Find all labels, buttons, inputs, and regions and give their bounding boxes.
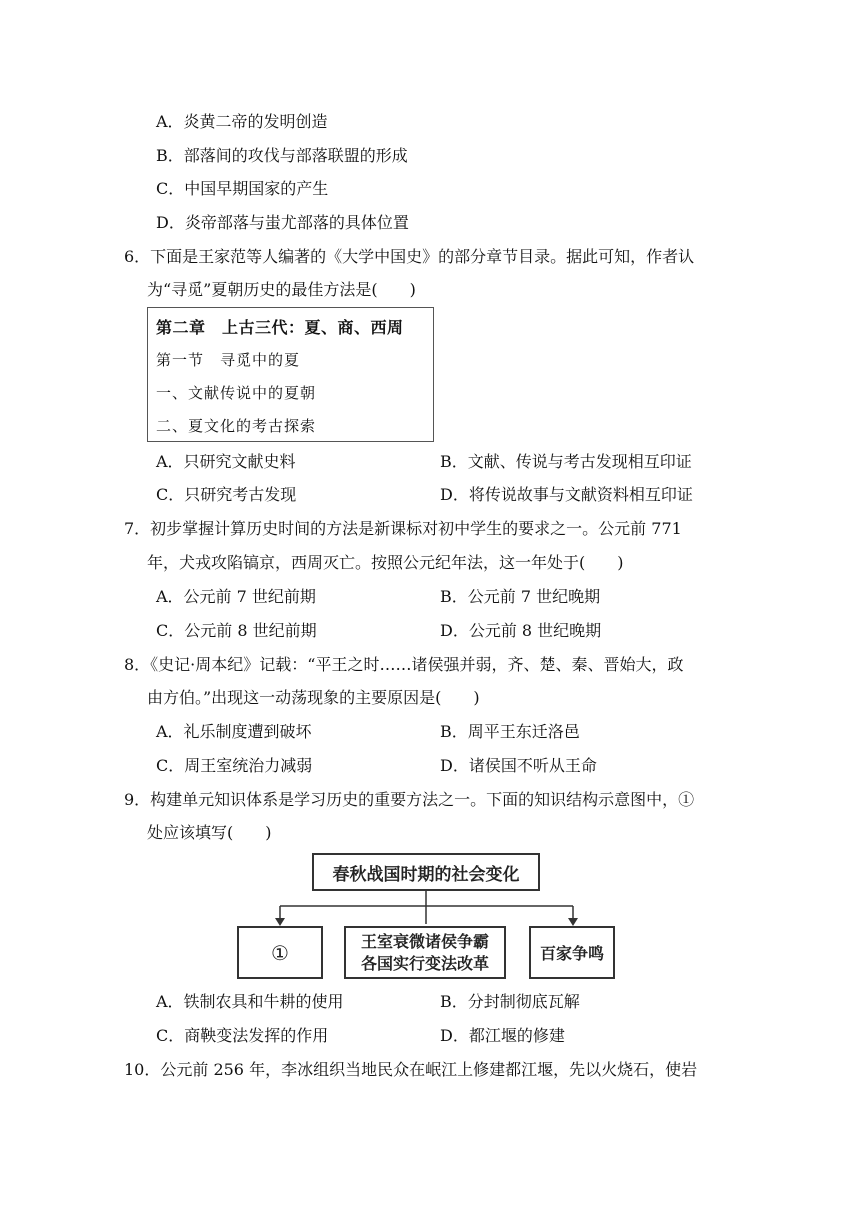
toc-box (147, 307, 434, 442)
toc-section: 第一节 寻觅中的夏 (156, 351, 301, 369)
q6-option-c: C．只研究考古发现 (156, 485, 297, 504)
toc-item-1: 一、文献传说中的夏朝 (156, 384, 317, 402)
q10-stem-line1: 10．公元前 256 年，李冰组织当地民众在岷江上修建都江堰，先以火烧石，使岩 (124, 1060, 698, 1079)
q9-stem-line2: 处应该填写( ) (147, 823, 272, 842)
q9-option-a: A．铁制农具和牛耕的使用 (156, 992, 344, 1011)
q6-option-b: B．文献、传说与考古发现相互印证 (440, 452, 692, 471)
toc-chapter: 第二章 上古三代：夏、商、西周 (156, 318, 404, 337)
q5-option-a: A．炎黄二帝的发明创造 (156, 112, 328, 131)
q7-option-b: B．公元前 7 世纪晚期 (440, 587, 601, 606)
q8-stem-line2: 由方伯。”出现这一动荡现象的主要原因是( ) (147, 688, 480, 707)
q8-option-d: D．诸侯国不听从王命 (440, 756, 597, 775)
q7-stem-line1: 7．初步掌握计算历史时间的方法是新课标对初中学生的要求之一。公元前 771 (124, 519, 682, 538)
q5-option-c: C．中国早期国家的产生 (156, 179, 329, 198)
q7-option-c: C．公元前 8 世纪前期 (156, 621, 317, 640)
q7-option-d: D．公元前 8 世纪晚期 (440, 621, 602, 640)
q6-stem-line2: 为“寻觅”夏朝历史的最佳方法是( ) (147, 280, 416, 299)
q8-option-b: B．周平王东迁洛邑 (440, 722, 580, 741)
q6-option-d: D．将传说故事与文献资料相互印证 (440, 485, 693, 504)
q8-option-a: A．礼乐制度遭到破坏 (156, 722, 312, 741)
diagram-top-box: 春秋战国时期的社会变化 (312, 853, 540, 891)
diagram-middle-line1: 王室衰微诸侯争霸 (360, 931, 489, 951)
q7-option-a: A．公元前 7 世纪前期 (156, 587, 316, 606)
q7-stem-line2: 年，犬戎攻陷镐京，西周灭亡。按照公元纪年法，这一年处于( ) (147, 553, 624, 572)
diagram-middle-box (344, 926, 506, 979)
diagram-middle-line2: 各国实行变法改革 (360, 953, 489, 973)
q9-option-c: C．商鞅变法发挥的作用 (156, 1026, 329, 1045)
q6-stem-line1: 6．下面是王家范等人编著的《大学中国史》的部分章节目录。据此可知，作者认 (124, 247, 695, 266)
q8-stem-line1: 8．《史记·周本纪》记载：“平王之时……诸侯强并弱，齐、楚、秦、晋始大，政 (124, 655, 684, 674)
q5-option-d: D．炎帝部落与蚩尤部落的具体位置 (156, 213, 409, 232)
diagram-right-box: 百家争鸣 (529, 926, 615, 979)
q9-stem-line1: 9．构建单元知识体系是学习历史的重要方法之一。下面的知识结构示意图中，① (124, 790, 695, 809)
q8-option-c: C．周王室统治力减弱 (156, 756, 313, 775)
q6-option-a: A．只研究文献史料 (156, 452, 296, 471)
q9-option-d: D．都江堰的修建 (440, 1026, 565, 1045)
diagram-blank-box: ① (237, 926, 323, 979)
q9-option-b: B．分封制彻底瓦解 (440, 992, 580, 1011)
q5-option-b: B．部落间的攻伐与部落联盟的形成 (156, 146, 408, 165)
knowledge-structure-diagram (236, 850, 616, 982)
toc-item-2: 二、夏文化的考古探索 (156, 417, 317, 435)
